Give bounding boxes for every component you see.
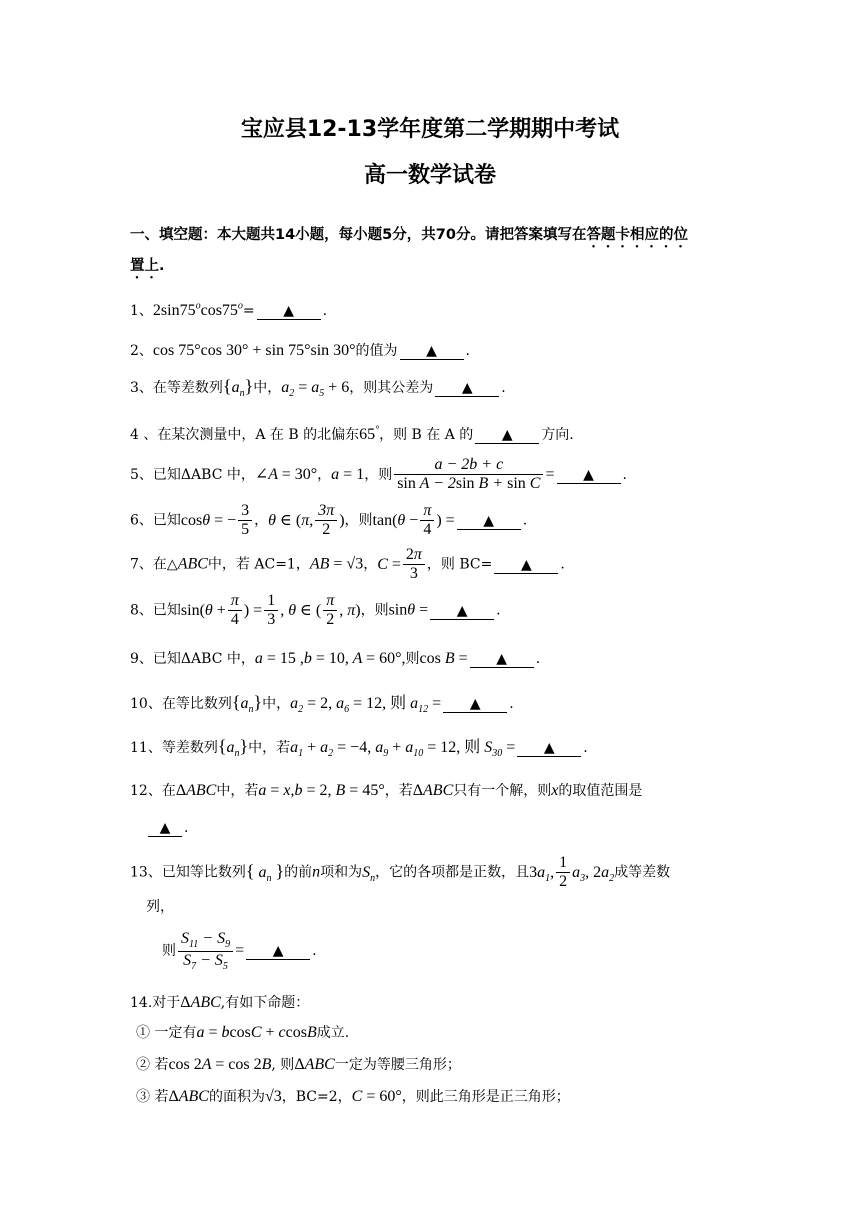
question-text: 中，若	[248, 740, 291, 756]
formula: $S_n$	[362, 863, 376, 884]
question-text: ，则 B 在 A 的	[379, 427, 474, 443]
answer-blank[interactable]: ▲	[430, 603, 494, 620]
formula: √3	[264, 1088, 282, 1105]
fraction: $\frac{S_{11} - S_9}{S_7 - S_5}$	[178, 930, 233, 972]
question-text: ,有如下命题：	[220, 995, 310, 1011]
question-number: 8、	[130, 602, 153, 619]
question-number: 3、	[130, 380, 153, 396]
question-text: ，	[317, 466, 332, 483]
question-text: 的值为	[355, 343, 398, 359]
formula: C = 60°	[351, 1088, 402, 1105]
option-mark: ③	[136, 1089, 150, 1105]
question-1: 1、$2\sin 75^o\cos 75^o=$ ▲ .	[130, 300, 328, 319]
option-text: , 则	[271, 1057, 295, 1073]
question-number: 9、	[130, 651, 153, 667]
question-text: 只有一个解，则	[453, 783, 552, 799]
question-2: 2、cos 75°cos 30° + sin 75°sin 30°的值为 ▲ .	[130, 342, 470, 359]
formula: ΔABC	[175, 782, 217, 799]
formula: $3a_1$, $\frac{1}{2}$ $a_3$, $2a_2$	[529, 854, 615, 891]
question-text: 在某次测量中，A 在 B 的北偏东	[157, 427, 360, 443]
section-text-2: .	[159, 258, 165, 274]
question-text: 中，若	[216, 783, 259, 799]
formula: cos 2A = cos 2B	[168, 1056, 272, 1073]
option-2	[136, 1054, 461, 1074]
formula: cosθ = − $\frac{3}{5}$	[181, 512, 254, 529]
option-text: 成立.	[316, 1025, 350, 1041]
question-text: 在等差数列	[152, 380, 223, 396]
question-number: 4 、	[130, 427, 158, 443]
question-text: 在△	[152, 556, 178, 573]
formula: x	[551, 782, 559, 799]
question-13-formula-line: 则 $\frac{S_{11} - S_9}{S_7 - S_5}$ = ▲ .	[162, 930, 317, 972]
formula: $a_2 = a_5 + 6$	[281, 379, 350, 400]
formula: tan(θ − $\frac{\pi}{4}$ ) =	[372, 502, 455, 539]
formula: $\{a_n\}$	[222, 376, 254, 400]
question-text: 对于	[152, 995, 181, 1011]
question-5: 5、已知ΔABC 中，∠A = 30°，a = 1，则 $\frac{a - 2b + c}{\text{sin A − 2sin B + sin C}}$ = ▲ .	[130, 456, 627, 493]
formula: cos B =	[419, 650, 468, 667]
formula: $a_1 + a_2 = -4$, $a_9 + a_{10} = 12$, 则 $S_{30}$ =	[290, 739, 516, 760]
exam-subtitle: 高一数学试卷	[363, 163, 496, 188]
question-text: 已知	[152, 602, 181, 619]
question-10: 10、在等比数列$\{a_n\}$中，$a_2 = 2$, $a_6 = 12$, 则 $a_{12}$ = ▲ .	[130, 692, 514, 716]
question-number: 14.	[130, 995, 153, 1011]
formula: ΔABC	[180, 994, 221, 1011]
answer-blank[interactable]: ▲	[148, 820, 182, 837]
question-number: 12、	[130, 783, 162, 799]
question-text: 则	[162, 943, 176, 960]
answer-blank[interactable]: ▲	[517, 740, 581, 757]
question-number: 7、	[130, 556, 153, 573]
formula: a = x,b = 2, B = 45°	[258, 782, 385, 799]
question-text: 中，	[253, 380, 282, 396]
formula: n	[312, 863, 321, 881]
question-text: 在	[161, 783, 176, 799]
question-13	[130, 854, 740, 892]
question-text: 等差数列	[161, 740, 218, 756]
question-number: 5、	[130, 466, 153, 483]
option-text: 若	[154, 1057, 169, 1073]
formula: ΔABC	[412, 782, 454, 799]
question-text: 的前	[284, 864, 313, 881]
formula: ∠A = 30°	[254, 465, 318, 483]
answer-blank[interactable]: ▲	[557, 467, 621, 484]
question-text: ，则其公差为	[349, 380, 434, 396]
question-6: 6、已知cosθ = − $\frac{3}{5}$ ，θ ∈ (π, $\frac{3\pi}{2}$ )，则tan(θ − $\frac{\pi}{4}$ ) = ▲ .	[130, 502, 528, 539]
formula: C = $\frac{2\pi}{3}$	[377, 556, 427, 573]
question-text: 成等差数	[614, 864, 671, 881]
formula: { $a_n$ }	[245, 860, 285, 884]
answer-blank[interactable]: ▲	[257, 303, 321, 320]
question-text: 已知	[152, 512, 181, 529]
section-text-1: 一、填空题：本大题共14小题，每小题5分，共70分。请把答案填写在	[130, 227, 587, 243]
answer-blank[interactable]: ▲	[400, 343, 464, 360]
question-text: ，它的各项都是正数，且	[375, 864, 530, 881]
question-11: 11、等差数列$\{a_n\}$中，若$a_1 + a_2 = -4$, $a_9 + a_{10} = 12$, 则 $S_{30}$ = ▲ .	[130, 736, 588, 760]
formula: AB = √3	[309, 555, 364, 573]
question-text: 在等比数列	[161, 696, 232, 712]
question-text: ，	[363, 556, 378, 573]
section-heading	[130, 220, 740, 282]
formula: a = 1	[331, 465, 365, 483]
formula: ΔABC	[168, 1088, 209, 1105]
formula: 65°	[359, 424, 380, 443]
option-3	[136, 1086, 570, 1106]
question-number: 10、	[130, 696, 162, 712]
question-text: ，	[254, 512, 269, 529]
question-text: 的取值范围是	[558, 783, 643, 799]
formula: ABC	[177, 555, 208, 573]
question-7: 7、在△ABC中，若 AC=1，AB = √3，C = $\frac{2\pi}{3}$ ，则 BC= ▲ .	[130, 546, 565, 583]
formula: a = 15 ,b = 10, A = 60°,	[254, 650, 406, 667]
question-4	[130, 424, 740, 444]
option-text: ，BC=2，	[281, 1089, 352, 1105]
question-12	[130, 780, 740, 800]
question-text: ，则	[360, 602, 389, 619]
formula: cos 75°cos 30° + sin 75°sin 30°	[152, 342, 356, 359]
option-text: 若	[154, 1089, 169, 1105]
question-8: 8、已知sin(θ + $\frac{\pi}{4}$ ) = $\frac{1}{3}$ , θ ∈ ( $\frac{\pi}{2}$ , π)，则sinθ = ▲ .	[130, 592, 501, 629]
formula: θ ∈ (π, $\frac{3\pi}{2}$ )	[268, 502, 345, 539]
option-mark: ②	[136, 1057, 150, 1073]
question-13-continued: 列，	[146, 899, 174, 915]
question-number: 13、	[130, 864, 162, 881]
question-text: 已知ΔABC 中，	[152, 651, 255, 667]
question-3: 3、在等差数列$\{a_n\}$中，$a_2 = a_5 + 6$，则其公差为 ▲ .	[130, 376, 506, 400]
option-1	[136, 1022, 349, 1042]
question-12-blank-line: ▲ .	[146, 820, 188, 837]
answer-blank[interactable]: ▲	[457, 513, 521, 530]
answer-blank[interactable]: ▲	[246, 943, 310, 960]
answer-blank[interactable]: ▲	[494, 557, 558, 574]
question-text: 方向.	[541, 427, 574, 443]
question-text: 已知ΔABC 中，	[152, 466, 255, 483]
section-text-emphasis-2: 置上	[130, 258, 159, 274]
fraction: $\frac{a - 2b + c}{\text{sin A − 2sin B + sin C}}$	[394, 456, 543, 494]
formula: $a_2 = 2$, $a_6 = 12$, 则 $a_{12}$ =	[290, 695, 442, 716]
formula: sinθ =	[388, 601, 429, 619]
question-text: 中，	[262, 696, 291, 712]
question-text: 则	[405, 651, 420, 667]
question-number: 6、	[130, 512, 153, 529]
option-text: 的面积为	[208, 1089, 265, 1105]
question-text: ，若	[384, 783, 413, 799]
answer-blank[interactable]: ▲	[443, 696, 507, 713]
option-text: 一定有	[154, 1025, 197, 1041]
question-number: 11、	[130, 740, 162, 756]
option-text: 一定为等腰三角形；	[334, 1057, 461, 1073]
question-text: 中，若 AC=1，	[207, 556, 310, 573]
formula: a = bcosC + ccosB	[196, 1024, 317, 1041]
question-text: ，则 BC=	[426, 556, 493, 573]
formula: $\{a_n\}$	[217, 736, 249, 760]
formula: ΔABC	[294, 1056, 335, 1073]
question-number: 1、	[130, 303, 153, 319]
answer-blank[interactable]: ▲	[475, 427, 539, 444]
question-9: 9、已知ΔABC 中，a = 15 ,b = 10, A = 60°,则cos B = ▲ .	[130, 650, 541, 667]
option-mark: ①	[136, 1025, 150, 1041]
formula: $\{a_n\}$	[231, 692, 263, 716]
section-text-emphasis: 答题卡相应的位	[586, 227, 688, 243]
question-number: 2、	[130, 343, 153, 359]
option-text: ，则此三角形是正三角形；	[401, 1089, 570, 1105]
question-text: =	[242, 303, 255, 319]
answer-blank[interactable]: ▲	[470, 651, 534, 668]
question-text: 项和为	[320, 864, 363, 881]
exam-title: 宝应县12-13学年度第二学期期中考试	[240, 117, 620, 142]
formula: 2sin75$^o$cos75$^o$	[152, 300, 243, 319]
question-14	[130, 992, 740, 1012]
question-text: ，则	[344, 512, 373, 529]
question-text: ，则	[364, 466, 393, 483]
answer-blank[interactable]: ▲	[435, 380, 499, 397]
question-text: 已知等比数列	[161, 864, 246, 881]
formula: sin(θ + $\frac{\pi}{4}$ ) = $\frac{1}{3}$ , θ ∈ ( $\frac{\pi}{2}$ , π)	[180, 592, 361, 629]
